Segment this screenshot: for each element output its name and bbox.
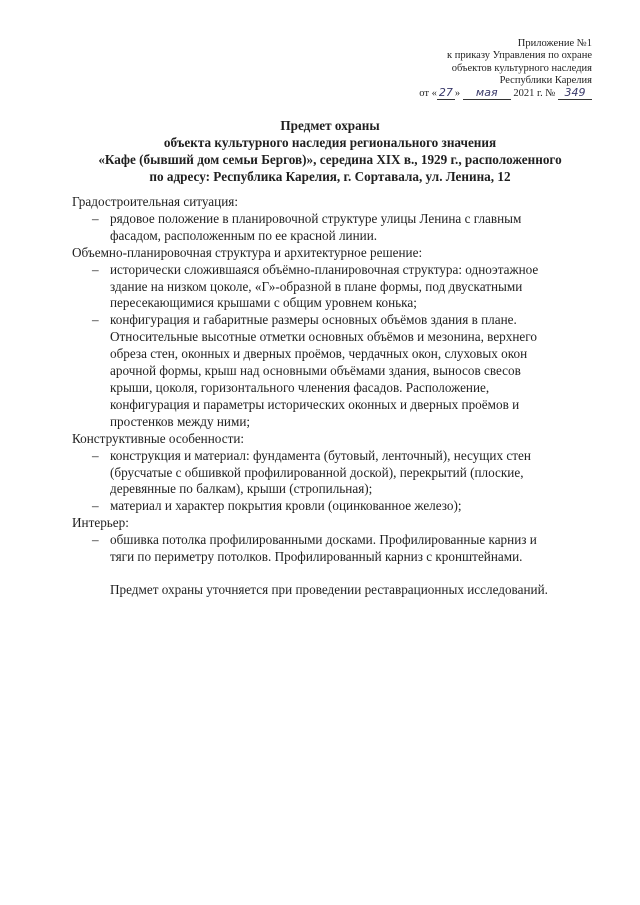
title-line-2: объекта культурного наследия регионального значения xyxy=(163,135,497,150)
section-heading-construct: Конструктивные особенности: xyxy=(72,430,245,446)
dash-bullet: – xyxy=(92,498,99,514)
appendix-line-4: Республики Карелия xyxy=(499,74,592,86)
date-month: мая xyxy=(463,87,511,100)
list-item-line: конструкция и материал: фундамента (бутовый, ленточный), несущих стен xyxy=(110,447,531,463)
list-item-line: простенков между ними; xyxy=(110,413,251,429)
section-heading-interior: Интерьер: xyxy=(72,515,129,531)
dash-bullet: – xyxy=(92,532,99,548)
list-item xyxy=(72,448,592,499)
title-line-4: по адресу: Республика Карелия, г. Сортавала, ул. Ленина, 12 xyxy=(149,169,511,184)
list-item-line: фасадом, расположенным по ее красной линии. xyxy=(110,227,378,243)
list-item-line: рядовое положение в планировочной структуре улицы Ленина с главным xyxy=(110,210,522,226)
section-heading-volume: Объемно-планировочная структура и архитектурное решение: xyxy=(72,244,423,260)
date-number: 349 xyxy=(558,87,592,100)
dash-bullet: – xyxy=(92,261,99,277)
appendix-line-3: объектов культурного наследия xyxy=(451,62,592,74)
list-item xyxy=(72,262,592,313)
list-item-line: обшивка потолка профилированными досками. Профилированные карниз и xyxy=(110,532,537,548)
dash-bullet: – xyxy=(92,447,99,463)
date-day: 27 xyxy=(438,86,453,100)
section-heading-urban: Градостроительная ситуация: xyxy=(72,194,238,209)
appendix-line-1: Приложение №1 xyxy=(517,38,592,49)
list-item xyxy=(72,211,592,245)
dash-bullet: – xyxy=(92,312,99,328)
list-item-line: конфигурация и параметры исторических оконных и дверных проёмов и xyxy=(110,396,520,412)
list-item-line: обреза стен, оконных и дверных проёмов, чердачных окон, слуховых окон xyxy=(110,346,528,362)
appendix-date-line xyxy=(352,87,592,100)
dash-bullet: – xyxy=(92,210,99,226)
list-item xyxy=(72,498,592,515)
list-item xyxy=(72,312,592,430)
list-item-line: здание на низком цоколе, «Г»-образной в плане формы, под двускатными xyxy=(110,278,523,294)
title-line-3: «Кафе (бывший дом семьи Бергов)», середина XIX в., 1929 г., расположенного xyxy=(98,152,562,167)
list-item-line: тяги по периметру потолков. Профилированный карниз с кронштейнами. xyxy=(110,549,523,565)
document-body xyxy=(72,194,592,599)
document-title xyxy=(60,117,600,185)
closing-note: Предмет охраны уточняется при проведении реставрационных исследований. xyxy=(110,581,548,597)
title-line-1: Предмет охраны xyxy=(280,118,380,133)
list-item-line: пересекающимися крышами с общим уровнем конька; xyxy=(110,295,417,311)
list-item-line: крыши, цоколя, горизонтального членения фасадов. Расположение, xyxy=(110,379,490,395)
date-prefix: от « xyxy=(419,88,437,100)
appendix-line-2: к приказу Управления по охране xyxy=(447,50,592,62)
list-item-line: деревянные по балкам), крыши (стропильная); xyxy=(110,481,373,497)
list-item xyxy=(72,532,592,566)
list-item-line: Относительные высотные отметки основных объёмов и мезонина, верхнего xyxy=(110,329,537,345)
list-item-line: (брусчатые с обшивкой профилированной доской), перекрытий (плоские, xyxy=(110,464,524,480)
list-item-line: конфигурация и габаритные размеры основных объёмов здания в плане. xyxy=(110,312,517,328)
list-item-line: исторически сложившаяся объёмно-планировочная структура: одноэтажное xyxy=(110,261,539,277)
date-mid: » xyxy=(454,88,461,100)
list-item-line: арочной формы, крыш над основными объёмами здания, выносов свесов xyxy=(110,363,521,379)
appendix-header xyxy=(352,38,592,100)
date-year: 2021 г. № xyxy=(513,88,556,100)
list-item-line: материал и характер покрытия кровли (оцинкованное железо); xyxy=(110,498,462,514)
